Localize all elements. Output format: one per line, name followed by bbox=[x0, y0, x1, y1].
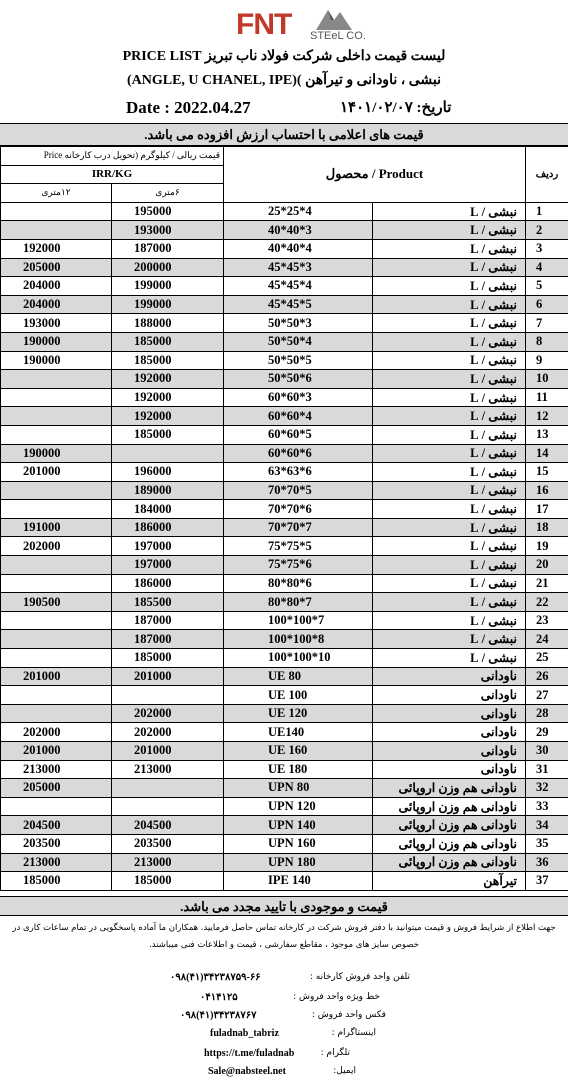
table-row bbox=[1, 332, 568, 351]
price-12m-cell bbox=[1, 388, 112, 407]
price-12m-cell: 204500 bbox=[1, 816, 112, 835]
contact-label: خط ویژه واحد فروش : bbox=[293, 992, 380, 1002]
price-6m-cell: 213000 bbox=[112, 760, 224, 779]
size-cell: 70*70*7 bbox=[224, 518, 373, 537]
contact-label: ایمیل: bbox=[333, 1066, 356, 1076]
size-cell: 60*60*3 bbox=[224, 388, 373, 407]
size-cell: 60*60*6 bbox=[224, 444, 373, 463]
row-number-cell: 28 bbox=[526, 704, 568, 723]
size-cell: 75*75*5 bbox=[224, 537, 373, 556]
row-number-cell: 21 bbox=[526, 574, 568, 593]
price-12m-cell: 204000 bbox=[1, 295, 112, 314]
table-row bbox=[1, 314, 568, 333]
contact-label: تلگرام : bbox=[320, 1048, 350, 1058]
row-number-cell: 7 bbox=[526, 314, 568, 333]
size-cell: 70*70*6 bbox=[224, 500, 373, 519]
row-number-cell: 3 bbox=[526, 239, 568, 258]
length-6m-header: ۶متری bbox=[112, 184, 224, 203]
size-cell: 100*100*7 bbox=[224, 611, 373, 630]
size-cell: UE 80 bbox=[224, 667, 373, 686]
row-number-cell: 23 bbox=[526, 611, 568, 630]
type-cell: ناودانی هم وزن اروپائی bbox=[373, 816, 526, 835]
row-number-cell: 30 bbox=[526, 742, 568, 761]
type-cell: نبشی / L bbox=[373, 221, 526, 240]
price-6m-cell: 185000 bbox=[112, 872, 224, 891]
row-number-cell: 29 bbox=[526, 723, 568, 742]
type-cell: نبشی / L bbox=[373, 481, 526, 500]
row-number-cell: 34 bbox=[526, 816, 568, 835]
size-cell: UPN 80 bbox=[224, 779, 373, 798]
sales-notice: جهت اطلاع از شرایط فروش و قیمت میتوانید با دفتر فروش شرکت در کارخانه تماس حاصل فرمایید. همکاران ما آماده پاسخگویی در تمام ساعات کاری در خصوص سایز های موجود ، مقاطع سفارشی ، قیمت و اطلاعات فنی میباشند. bbox=[12, 923, 556, 950]
table-row bbox=[1, 593, 568, 612]
type-cell: نبشی / L bbox=[373, 332, 526, 351]
row-number-cell: 5 bbox=[526, 277, 568, 296]
price-6m-cell: 204500 bbox=[112, 816, 224, 835]
price-12m-cell bbox=[1, 649, 112, 668]
size-cell: 50*50*4 bbox=[224, 332, 373, 351]
size-cell: 60*60*4 bbox=[224, 407, 373, 426]
size-cell: 80*80*7 bbox=[224, 593, 373, 612]
contact-value[interactable]: fuladnab_tabriz bbox=[210, 1028, 279, 1039]
table-row bbox=[1, 611, 568, 630]
row-number-cell: 9 bbox=[526, 351, 568, 370]
size-cell: 80*80*6 bbox=[224, 574, 373, 593]
row-number-cell: 16 bbox=[526, 481, 568, 500]
price-12m-cell: 193000 bbox=[1, 314, 112, 333]
price-12m-cell bbox=[1, 686, 112, 705]
price-12m-cell: 191000 bbox=[1, 518, 112, 537]
size-cell: 25*25*4 bbox=[224, 202, 373, 221]
price-6m-cell: 185000 bbox=[112, 425, 224, 444]
row-number-cell: 18 bbox=[526, 518, 568, 537]
price-6m-cell: 187000 bbox=[112, 630, 224, 649]
price-12m-cell bbox=[1, 630, 112, 649]
price-12m-cell bbox=[1, 221, 112, 240]
row-number-cell: 22 bbox=[526, 593, 568, 612]
type-cell: نبشی / L bbox=[373, 537, 526, 556]
table-row bbox=[1, 500, 568, 519]
price-6m-cell: 201000 bbox=[112, 742, 224, 761]
price-12m-cell: 213000 bbox=[1, 853, 112, 872]
currency-header: IRR/KG bbox=[1, 165, 224, 184]
row-number-cell: 33 bbox=[526, 797, 568, 816]
type-cell: نبشی / L bbox=[373, 295, 526, 314]
price-12m-cell: 204000 bbox=[1, 277, 112, 296]
size-cell: 75*75*6 bbox=[224, 556, 373, 575]
title-line-2: (ANGLE, U CHANEL, IPE)( نبشی ، ناودانی و تیرآهن bbox=[126, 73, 442, 88]
price-6m-cell: 196000 bbox=[112, 463, 224, 482]
size-cell: 45*45*4 bbox=[224, 277, 373, 296]
row-number-cell: 12 bbox=[526, 407, 568, 426]
type-cell: نبشی / L bbox=[373, 463, 526, 482]
table-row bbox=[1, 258, 568, 277]
price-12m-cell: 201000 bbox=[1, 667, 112, 686]
type-cell: نبشی / L bbox=[373, 351, 526, 370]
type-cell: نبشی / L bbox=[373, 444, 526, 463]
type-cell: ناودانی bbox=[373, 704, 526, 723]
table-row bbox=[1, 351, 568, 370]
table-row bbox=[1, 574, 568, 593]
table-row bbox=[1, 834, 568, 853]
table-row bbox=[1, 704, 568, 723]
table-row bbox=[1, 630, 568, 649]
row-number-cell: 24 bbox=[526, 630, 568, 649]
size-cell: 50*50*3 bbox=[224, 314, 373, 333]
table-row bbox=[1, 221, 568, 240]
size-cell: 45*45*3 bbox=[224, 258, 373, 277]
row-number-cell: 8 bbox=[526, 332, 568, 351]
table-row bbox=[1, 779, 568, 798]
type-cell: نبشی / L bbox=[373, 630, 526, 649]
price-6m-cell: 192000 bbox=[112, 407, 224, 426]
row-number-cell: 15 bbox=[526, 463, 568, 482]
table-row bbox=[1, 797, 568, 816]
price-12m-cell: 190000 bbox=[1, 444, 112, 463]
row-number-cell: 13 bbox=[526, 425, 568, 444]
price-6m-cell: 213000 bbox=[112, 853, 224, 872]
type-cell: نبشی / L bbox=[373, 425, 526, 444]
price-12m-cell bbox=[1, 202, 112, 221]
price-12m-cell bbox=[1, 611, 112, 630]
company-logo bbox=[236, 4, 368, 44]
price-12m-cell bbox=[1, 500, 112, 519]
price-6m-cell: 197000 bbox=[112, 556, 224, 575]
price-6m-cell: 185500 bbox=[112, 593, 224, 612]
price-6m-cell bbox=[112, 779, 224, 798]
type-cell: نبشی / L bbox=[373, 593, 526, 612]
row-number-cell: 11 bbox=[526, 388, 568, 407]
size-cell: UE 180 bbox=[224, 760, 373, 779]
type-cell: نبشی / L bbox=[373, 258, 526, 277]
size-cell: UPN 140 bbox=[224, 816, 373, 835]
type-cell: ناودانی هم وزن اروپائی bbox=[373, 797, 526, 816]
size-cell: 100*100*10 bbox=[224, 649, 373, 668]
row-number-cell: 32 bbox=[526, 779, 568, 798]
table-row bbox=[1, 742, 568, 761]
price-6m-cell: 199000 bbox=[112, 277, 224, 296]
final-note: قیمت و موجودی با تایید مجدد می باشد. bbox=[0, 896, 568, 916]
date-persian: تاریخ: ۱۴۰۱/۰۲/۰۷ bbox=[340, 100, 452, 116]
row-number-cell: 4 bbox=[526, 258, 568, 277]
row-number-cell: 19 bbox=[526, 537, 568, 556]
table-row bbox=[1, 537, 568, 556]
table-row bbox=[1, 277, 568, 296]
price-6m-cell: 203500 bbox=[112, 834, 224, 853]
size-cell: 60*60*5 bbox=[224, 425, 373, 444]
type-cell: نبشی / L bbox=[373, 388, 526, 407]
row-number-cell: 10 bbox=[526, 370, 568, 389]
table-row bbox=[1, 816, 568, 835]
vat-note: قیمت های اعلامی با احتساب ارزش افزوده می باشد. bbox=[0, 123, 568, 146]
price-12m-cell: 190000 bbox=[1, 351, 112, 370]
size-cell: 50*50*6 bbox=[224, 370, 373, 389]
type-cell: نبشی / L bbox=[373, 277, 526, 296]
contact-value: ۰۹۸(۴۱)۳۴۲۳۸۷۶۷ bbox=[180, 1010, 257, 1021]
price-6m-cell: 186000 bbox=[112, 518, 224, 537]
size-cell: 40*40*4 bbox=[224, 239, 373, 258]
price-6m-cell: 200000 bbox=[112, 258, 224, 277]
table-row bbox=[1, 425, 568, 444]
table-row bbox=[1, 760, 568, 779]
price-6m-cell: 187000 bbox=[112, 611, 224, 630]
type-cell: ناودانی bbox=[373, 686, 526, 705]
title-line-1: لیست قیمت داخلی شرکت فولاد ناب تبریز PRICE LIST bbox=[122, 49, 446, 64]
type-cell: ناودانی هم وزن اروپائی bbox=[373, 853, 526, 872]
price-12m-cell bbox=[1, 481, 112, 500]
logo-text: FNT bbox=[236, 8, 292, 41]
price-12m-cell: 205000 bbox=[1, 258, 112, 277]
price-12m-cell: 185000 bbox=[1, 872, 112, 891]
table-row bbox=[1, 239, 568, 258]
size-cell: UPN 180 bbox=[224, 853, 373, 872]
size-cell: UE 120 bbox=[224, 704, 373, 723]
price-12m-cell bbox=[1, 574, 112, 593]
size-cell: 63*63*6 bbox=[224, 463, 373, 482]
contact-value: ۰۴۱۴۱۲۵ bbox=[200, 992, 238, 1003]
type-cell: نبشی / L bbox=[373, 500, 526, 519]
price-6m-cell: 192000 bbox=[112, 388, 224, 407]
table-row bbox=[1, 481, 568, 500]
price-12m-cell bbox=[1, 556, 112, 575]
contact-value[interactable]: https://t.me/fuladnab bbox=[204, 1048, 295, 1059]
price-12m-cell bbox=[1, 704, 112, 723]
price-6m-cell bbox=[112, 686, 224, 705]
price-12m-cell: 201000 bbox=[1, 463, 112, 482]
price-6m-cell: 202000 bbox=[112, 723, 224, 742]
type-cell: نبشی / L bbox=[373, 556, 526, 575]
length-12m-header: ۱۲متری bbox=[1, 184, 112, 203]
price-6m-cell: 184000 bbox=[112, 500, 224, 519]
table-row bbox=[1, 667, 568, 686]
size-cell: UPN 160 bbox=[224, 834, 373, 853]
size-cell: 45*45*5 bbox=[224, 295, 373, 314]
price-6m-cell: 185000 bbox=[112, 332, 224, 351]
type-cell: نبشی / L bbox=[373, 202, 526, 221]
price-12m-cell: 205000 bbox=[1, 779, 112, 798]
type-cell: ناودانی هم وزن اروپائی bbox=[373, 779, 526, 798]
price-12m-cell: 203500 bbox=[1, 834, 112, 853]
row-number-cell: 27 bbox=[526, 686, 568, 705]
table-row bbox=[1, 556, 568, 575]
size-cell: UPN 120 bbox=[224, 797, 373, 816]
table-row bbox=[1, 872, 568, 891]
product-header: محصول / Product bbox=[224, 147, 526, 203]
type-cell: نبشی / L bbox=[373, 611, 526, 630]
table-row bbox=[1, 649, 568, 668]
row-number-cell: 20 bbox=[526, 556, 568, 575]
table-row bbox=[1, 686, 568, 705]
price-table bbox=[0, 146, 568, 891]
price-12m-cell: 192000 bbox=[1, 239, 112, 258]
table-row bbox=[1, 853, 568, 872]
row-number-header: ردیف bbox=[526, 147, 568, 203]
price-6m-cell: 186000 bbox=[112, 574, 224, 593]
price-6m-cell: 189000 bbox=[112, 481, 224, 500]
type-cell: تیرآهن bbox=[373, 872, 526, 891]
row-number-cell: 17 bbox=[526, 500, 568, 519]
row-number-cell: 2 bbox=[526, 221, 568, 240]
row-number-cell: 31 bbox=[526, 760, 568, 779]
row-number-cell: 6 bbox=[526, 295, 568, 314]
size-cell: 50*50*5 bbox=[224, 351, 373, 370]
table-row bbox=[1, 202, 568, 221]
price-6m-cell: 193000 bbox=[112, 221, 224, 240]
price-12m-cell: 213000 bbox=[1, 760, 112, 779]
price-12m-cell bbox=[1, 407, 112, 426]
row-number-cell: 26 bbox=[526, 667, 568, 686]
table-row bbox=[1, 388, 568, 407]
table-row bbox=[1, 723, 568, 742]
type-cell: نبشی / L bbox=[373, 407, 526, 426]
price-6m-cell bbox=[112, 797, 224, 816]
type-cell: نبشی / L bbox=[373, 239, 526, 258]
row-number-cell: 25 bbox=[526, 649, 568, 668]
table-row bbox=[1, 370, 568, 389]
size-cell: 70*70*5 bbox=[224, 481, 373, 500]
size-cell: UE 160 bbox=[224, 742, 373, 761]
contact-label: اینستاگرام : bbox=[331, 1028, 376, 1038]
price-6m-cell: 185000 bbox=[112, 649, 224, 668]
header bbox=[0, 0, 568, 122]
contact-label: فکس واحد فروش : bbox=[311, 1010, 386, 1020]
contact-value: ۰۹۸(۴۱)۳۴۲۳۸۷۵۹-۶۶ bbox=[170, 972, 261, 983]
type-cell: نبشی / L bbox=[373, 649, 526, 668]
size-cell: UE140 bbox=[224, 723, 373, 742]
price-12m-cell bbox=[1, 425, 112, 444]
type-cell: ناودانی bbox=[373, 723, 526, 742]
type-cell: ناودانی bbox=[373, 667, 526, 686]
logo-mountain-icon bbox=[314, 6, 354, 32]
logo-subtext: STEeL CO. bbox=[310, 30, 366, 42]
price-6m-cell bbox=[112, 444, 224, 463]
row-number-cell: 35 bbox=[526, 834, 568, 853]
type-cell: نبشی / L bbox=[373, 574, 526, 593]
price-6m-cell: 187000 bbox=[112, 239, 224, 258]
price-12m-cell: 190500 bbox=[1, 593, 112, 612]
price-6m-cell: 188000 bbox=[112, 314, 224, 333]
price-6m-cell: 192000 bbox=[112, 370, 224, 389]
row-number-cell: 36 bbox=[526, 853, 568, 872]
size-cell: 100*100*8 bbox=[224, 630, 373, 649]
type-cell: ناودانی bbox=[373, 742, 526, 761]
row-number-cell: 1 bbox=[526, 202, 568, 221]
type-cell: ناودانی bbox=[373, 760, 526, 779]
price-12m-cell: 202000 bbox=[1, 537, 112, 556]
price-caption: قیمت ریالی / کیلوگرم (تحویل درب کارخانه Price bbox=[1, 147, 224, 166]
table-row bbox=[1, 518, 568, 537]
type-cell: ناودانی هم وزن اروپائی bbox=[373, 834, 526, 853]
price-6m-cell: 202000 bbox=[112, 704, 224, 723]
price-12m-cell: 202000 bbox=[1, 723, 112, 742]
size-cell: IPE 140 bbox=[224, 872, 373, 891]
price-6m-cell: 201000 bbox=[112, 667, 224, 686]
table-row bbox=[1, 295, 568, 314]
price-6m-cell: 185000 bbox=[112, 351, 224, 370]
contact-value[interactable]: Sale@nabsteel.net bbox=[208, 1066, 286, 1077]
price-12m-cell bbox=[1, 797, 112, 816]
size-cell: 40*40*3 bbox=[224, 221, 373, 240]
price-6m-cell: 195000 bbox=[112, 202, 224, 221]
table-row bbox=[1, 407, 568, 426]
row-number-cell: 37 bbox=[526, 872, 568, 891]
type-cell: نبشی / L bbox=[373, 518, 526, 537]
table-row bbox=[1, 463, 568, 482]
price-12m-cell: 190000 bbox=[1, 332, 112, 351]
price-12m-cell bbox=[1, 370, 112, 389]
price-6m-cell: 197000 bbox=[112, 537, 224, 556]
price-12m-cell: 201000 bbox=[1, 742, 112, 761]
size-cell: UE 100 bbox=[224, 686, 373, 705]
contact-label: تلفن واحد فروش کارخانه : bbox=[309, 972, 410, 982]
type-cell: نبشی / L bbox=[373, 370, 526, 389]
table-row bbox=[1, 444, 568, 463]
date-english: Date : 2022.04.27 bbox=[126, 98, 251, 117]
price-6m-cell: 199000 bbox=[112, 295, 224, 314]
row-number-cell: 14 bbox=[526, 444, 568, 463]
type-cell: نبشی / L bbox=[373, 314, 526, 333]
